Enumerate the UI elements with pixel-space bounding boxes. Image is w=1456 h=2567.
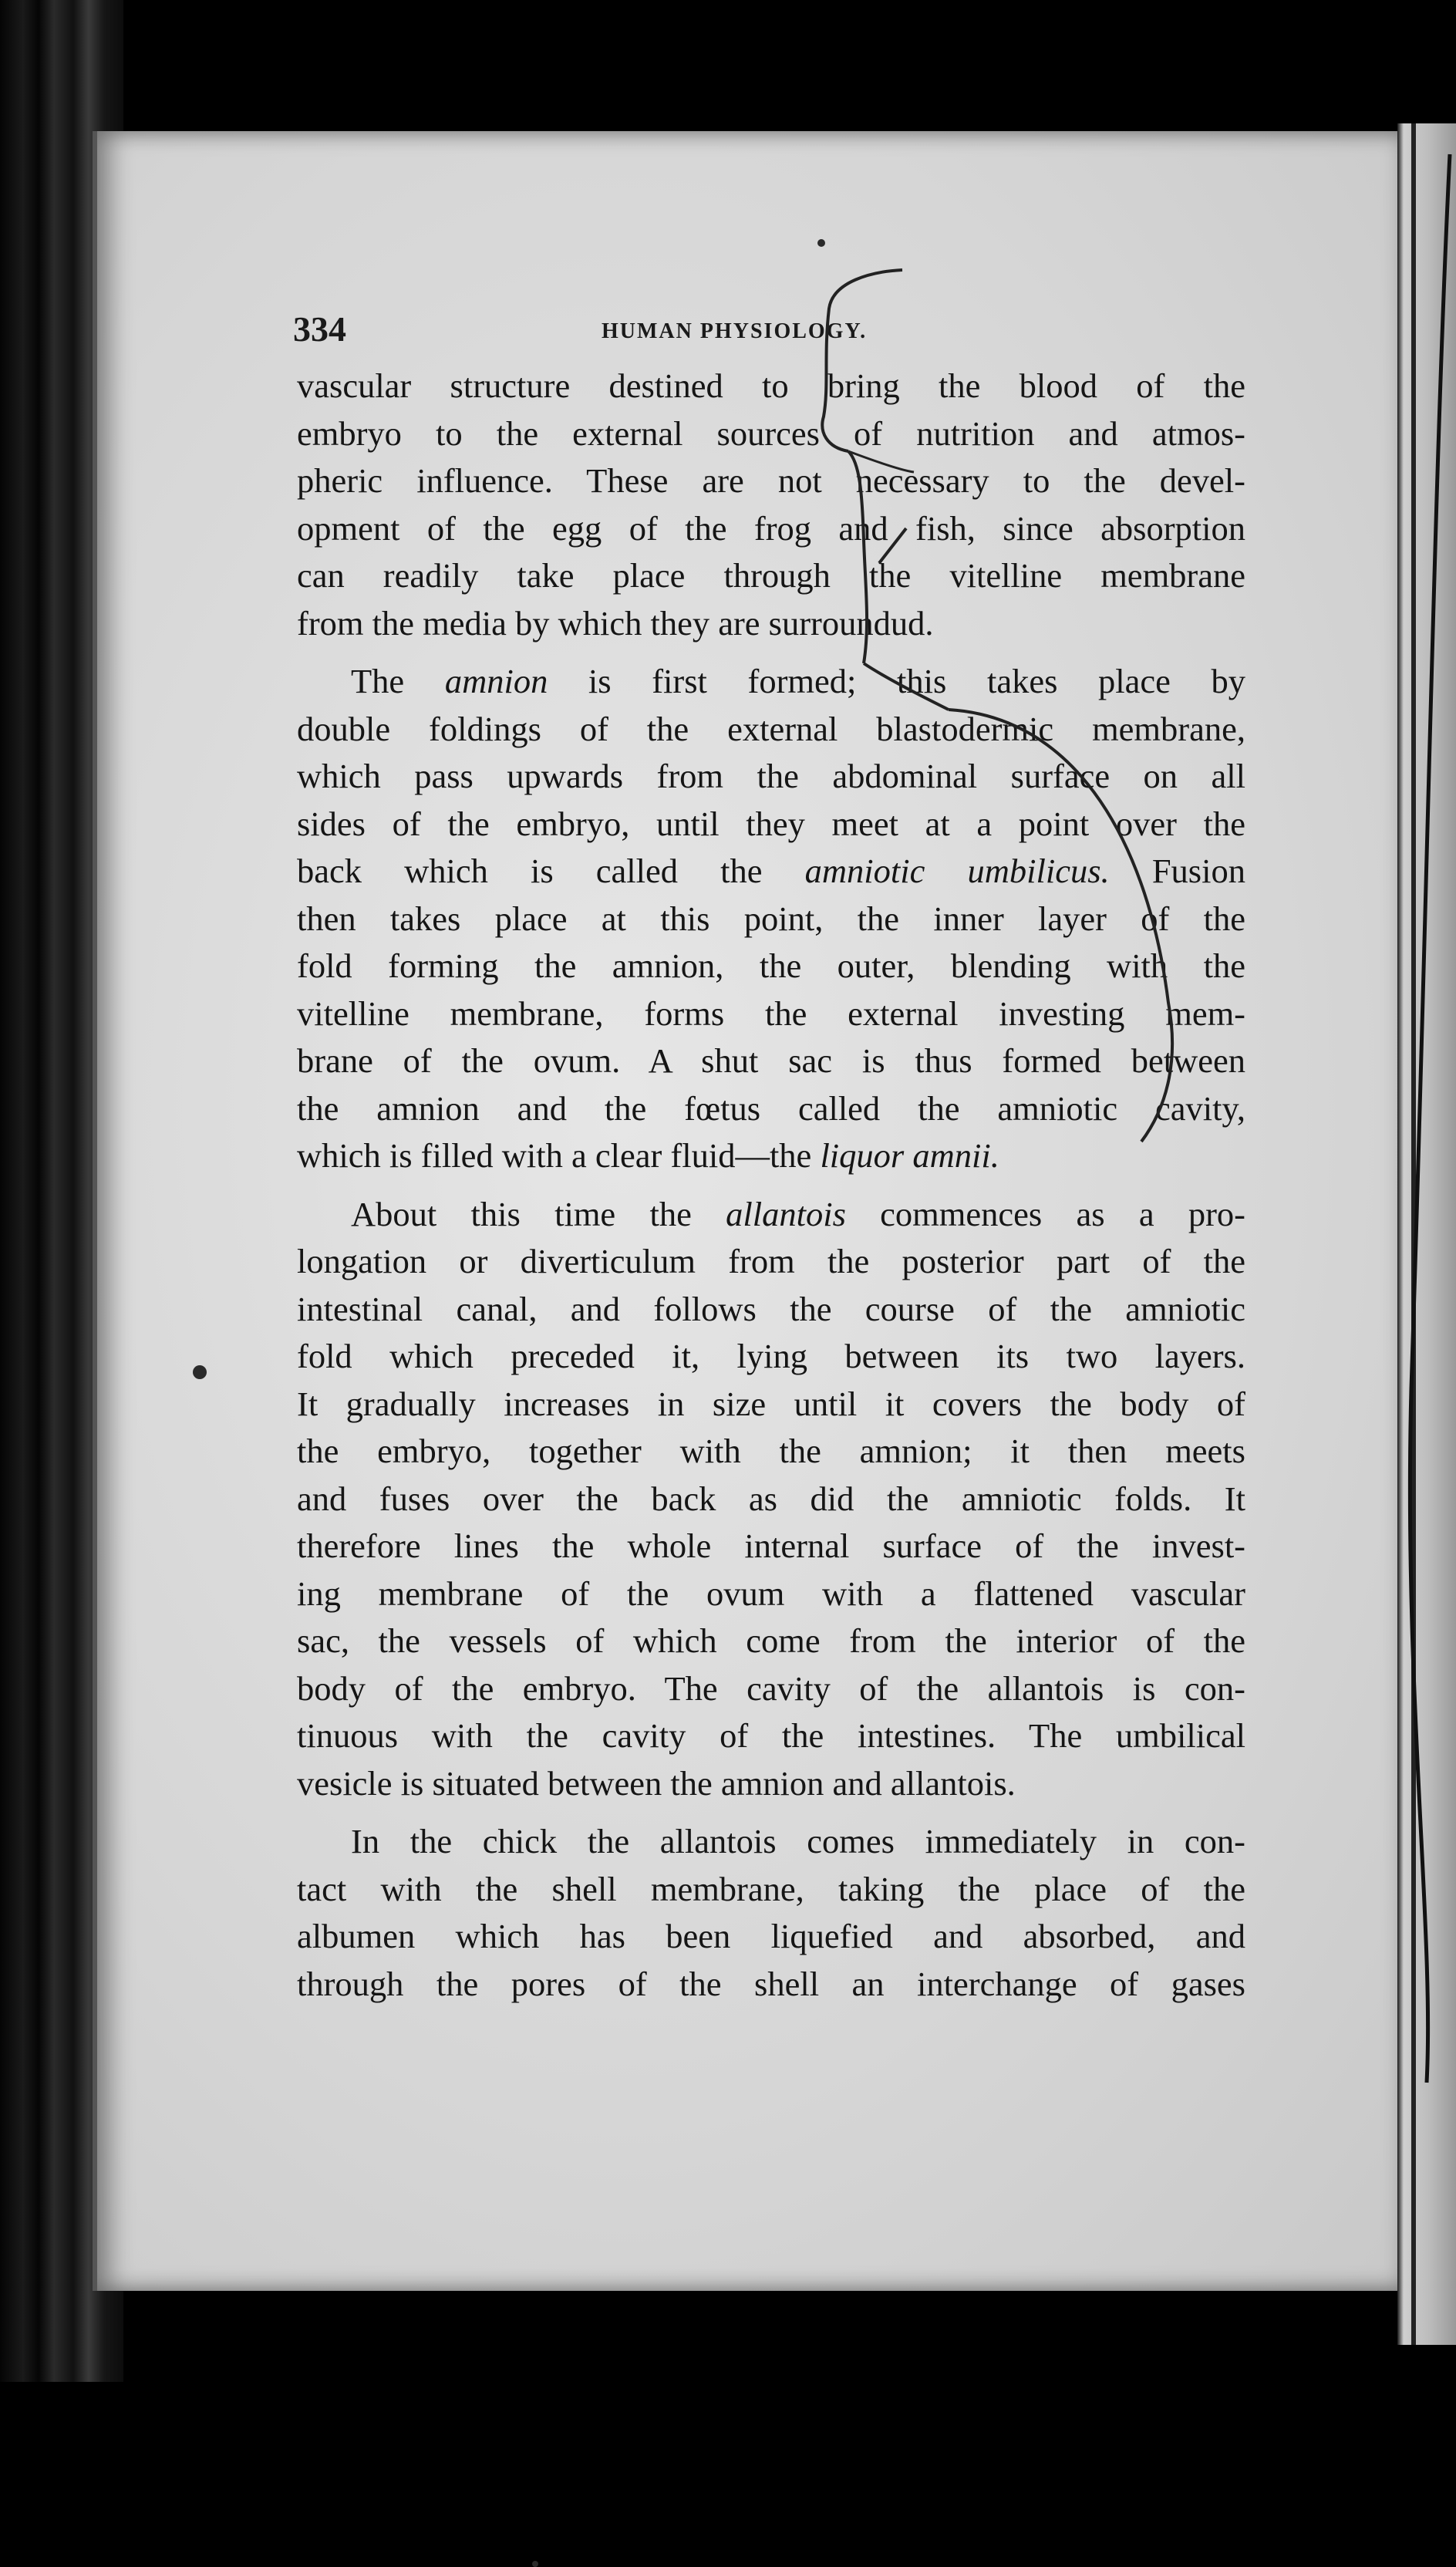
text-line: and fuses over the back as did the amniotic folds. It	[297, 1479, 1245, 1518]
text-line: then takes place at this point, the inner layer of the	[297, 899, 1245, 938]
ink-dot	[532, 2561, 538, 2567]
text-line: from the media by which they are surroundud.	[297, 603, 934, 643]
text-line: fold forming the amnion, the outer, blending with the	[297, 946, 1245, 985]
italic-term: amnion	[444, 662, 548, 700]
text-line: sac, the vessels of which come from the interior of the	[297, 1621, 1245, 1660]
paragraph	[297, 1818, 1245, 2008]
text-line: can readily take place through the vitelline membrane	[297, 556, 1245, 595]
text-line: body of the embryo. The cavity of the allantois is con-	[297, 1668, 1245, 1708]
text-run: About this time the	[351, 1194, 726, 1233]
text-line: the embryo, together with the amnion; it then meets	[297, 1432, 1245, 1470]
text-line: which pass upwards from the abdominal surface on all	[297, 757, 1245, 795]
text-line: vesicle is situated between the amnion and allantois.	[297, 1763, 1016, 1803]
ink-dot	[817, 239, 825, 247]
text-line: It gradually increases in size until it covers the body of	[297, 1384, 1245, 1423]
text-line: ing membrane of the ovum with a flattened vascular	[297, 1574, 1245, 1613]
italic-term: liquor amnii.	[820, 1136, 999, 1175]
text-run: is first formed; this takes place by	[548, 662, 1245, 700]
italic-term: allantois	[726, 1194, 846, 1233]
text-run: Fusion	[1109, 852, 1245, 890]
page-fold-line	[1411, 123, 1416, 2345]
paragraph	[297, 658, 1245, 1180]
page-header	[293, 309, 1234, 363]
page-number: 334	[293, 309, 346, 349]
text-run: back which is called the	[297, 852, 805, 890]
text-run: The	[351, 662, 445, 700]
paragraph	[297, 1191, 1245, 1808]
text-run: which is filled with a clear fluid—the	[297, 1136, 821, 1175]
text-line: pheric influence. These are not necessary to the devel-	[297, 461, 1245, 500]
text-line	[297, 1191, 1245, 1239]
text-line: vitelline membrane, forms the external investing mem-	[297, 993, 1245, 1033]
text-line	[297, 1132, 1245, 1180]
paragraph-gap	[297, 1807, 1245, 1818]
text-line: intestinal canal, and follows the course of the amniotic	[297, 1289, 1245, 1328]
paragraph	[297, 363, 1245, 647]
text-line: albumen which has been liquefied and absorbed, and	[297, 1917, 1245, 1955]
ink-dot	[193, 1365, 207, 1379]
facing-page-edge	[1397, 123, 1456, 2345]
text-line: In the chick the allantois comes immediately in con-	[351, 1822, 1245, 1860]
text-line: fold which preceded it, lying between its two layers.	[297, 1337, 1245, 1375]
text-line: therefore lines the whole internal surface of the invest-	[297, 1526, 1245, 1565]
text-line	[297, 848, 1245, 896]
text-run: commences as a pro-	[845, 1194, 1245, 1233]
text-line: brane of the ovum. A shut sac is thus formed between	[297, 1041, 1245, 1080]
text-line: tact with the shell membrane, taking the place of the	[297, 1869, 1245, 1908]
text-line: through the pores of the shell an interchange of gases	[297, 1964, 1245, 2003]
text-line: embryo to the external sources of nutrition and atmos-	[297, 413, 1245, 453]
text-line: tinuous with the cavity of the intestines. The umbilical	[297, 1716, 1245, 1755]
text-line: sides of the embryo, until they meet at a point over the	[297, 804, 1245, 843]
body-text	[297, 363, 1245, 2008]
italic-term: amniotic umbilicus.	[804, 852, 1110, 890]
text-line	[297, 658, 1245, 706]
text-line: the amnion and the fœtus called the amniotic cavity,	[297, 1088, 1245, 1128]
paragraph-gap	[297, 1180, 1245, 1191]
paragraph-gap	[297, 647, 1245, 658]
running-head: HUMAN PHYSIOLOGY.	[602, 319, 868, 343]
text-line: double foldings of the external blastodermic membrane,	[297, 709, 1245, 748]
text-line: longation or diverticulum from the posterior part of the	[297, 1242, 1245, 1280]
text-line: vascular structure destined to bring the blood of the	[297, 366, 1245, 405]
text-line: opment of the egg of the frog and fish, since absorption	[297, 508, 1245, 548]
